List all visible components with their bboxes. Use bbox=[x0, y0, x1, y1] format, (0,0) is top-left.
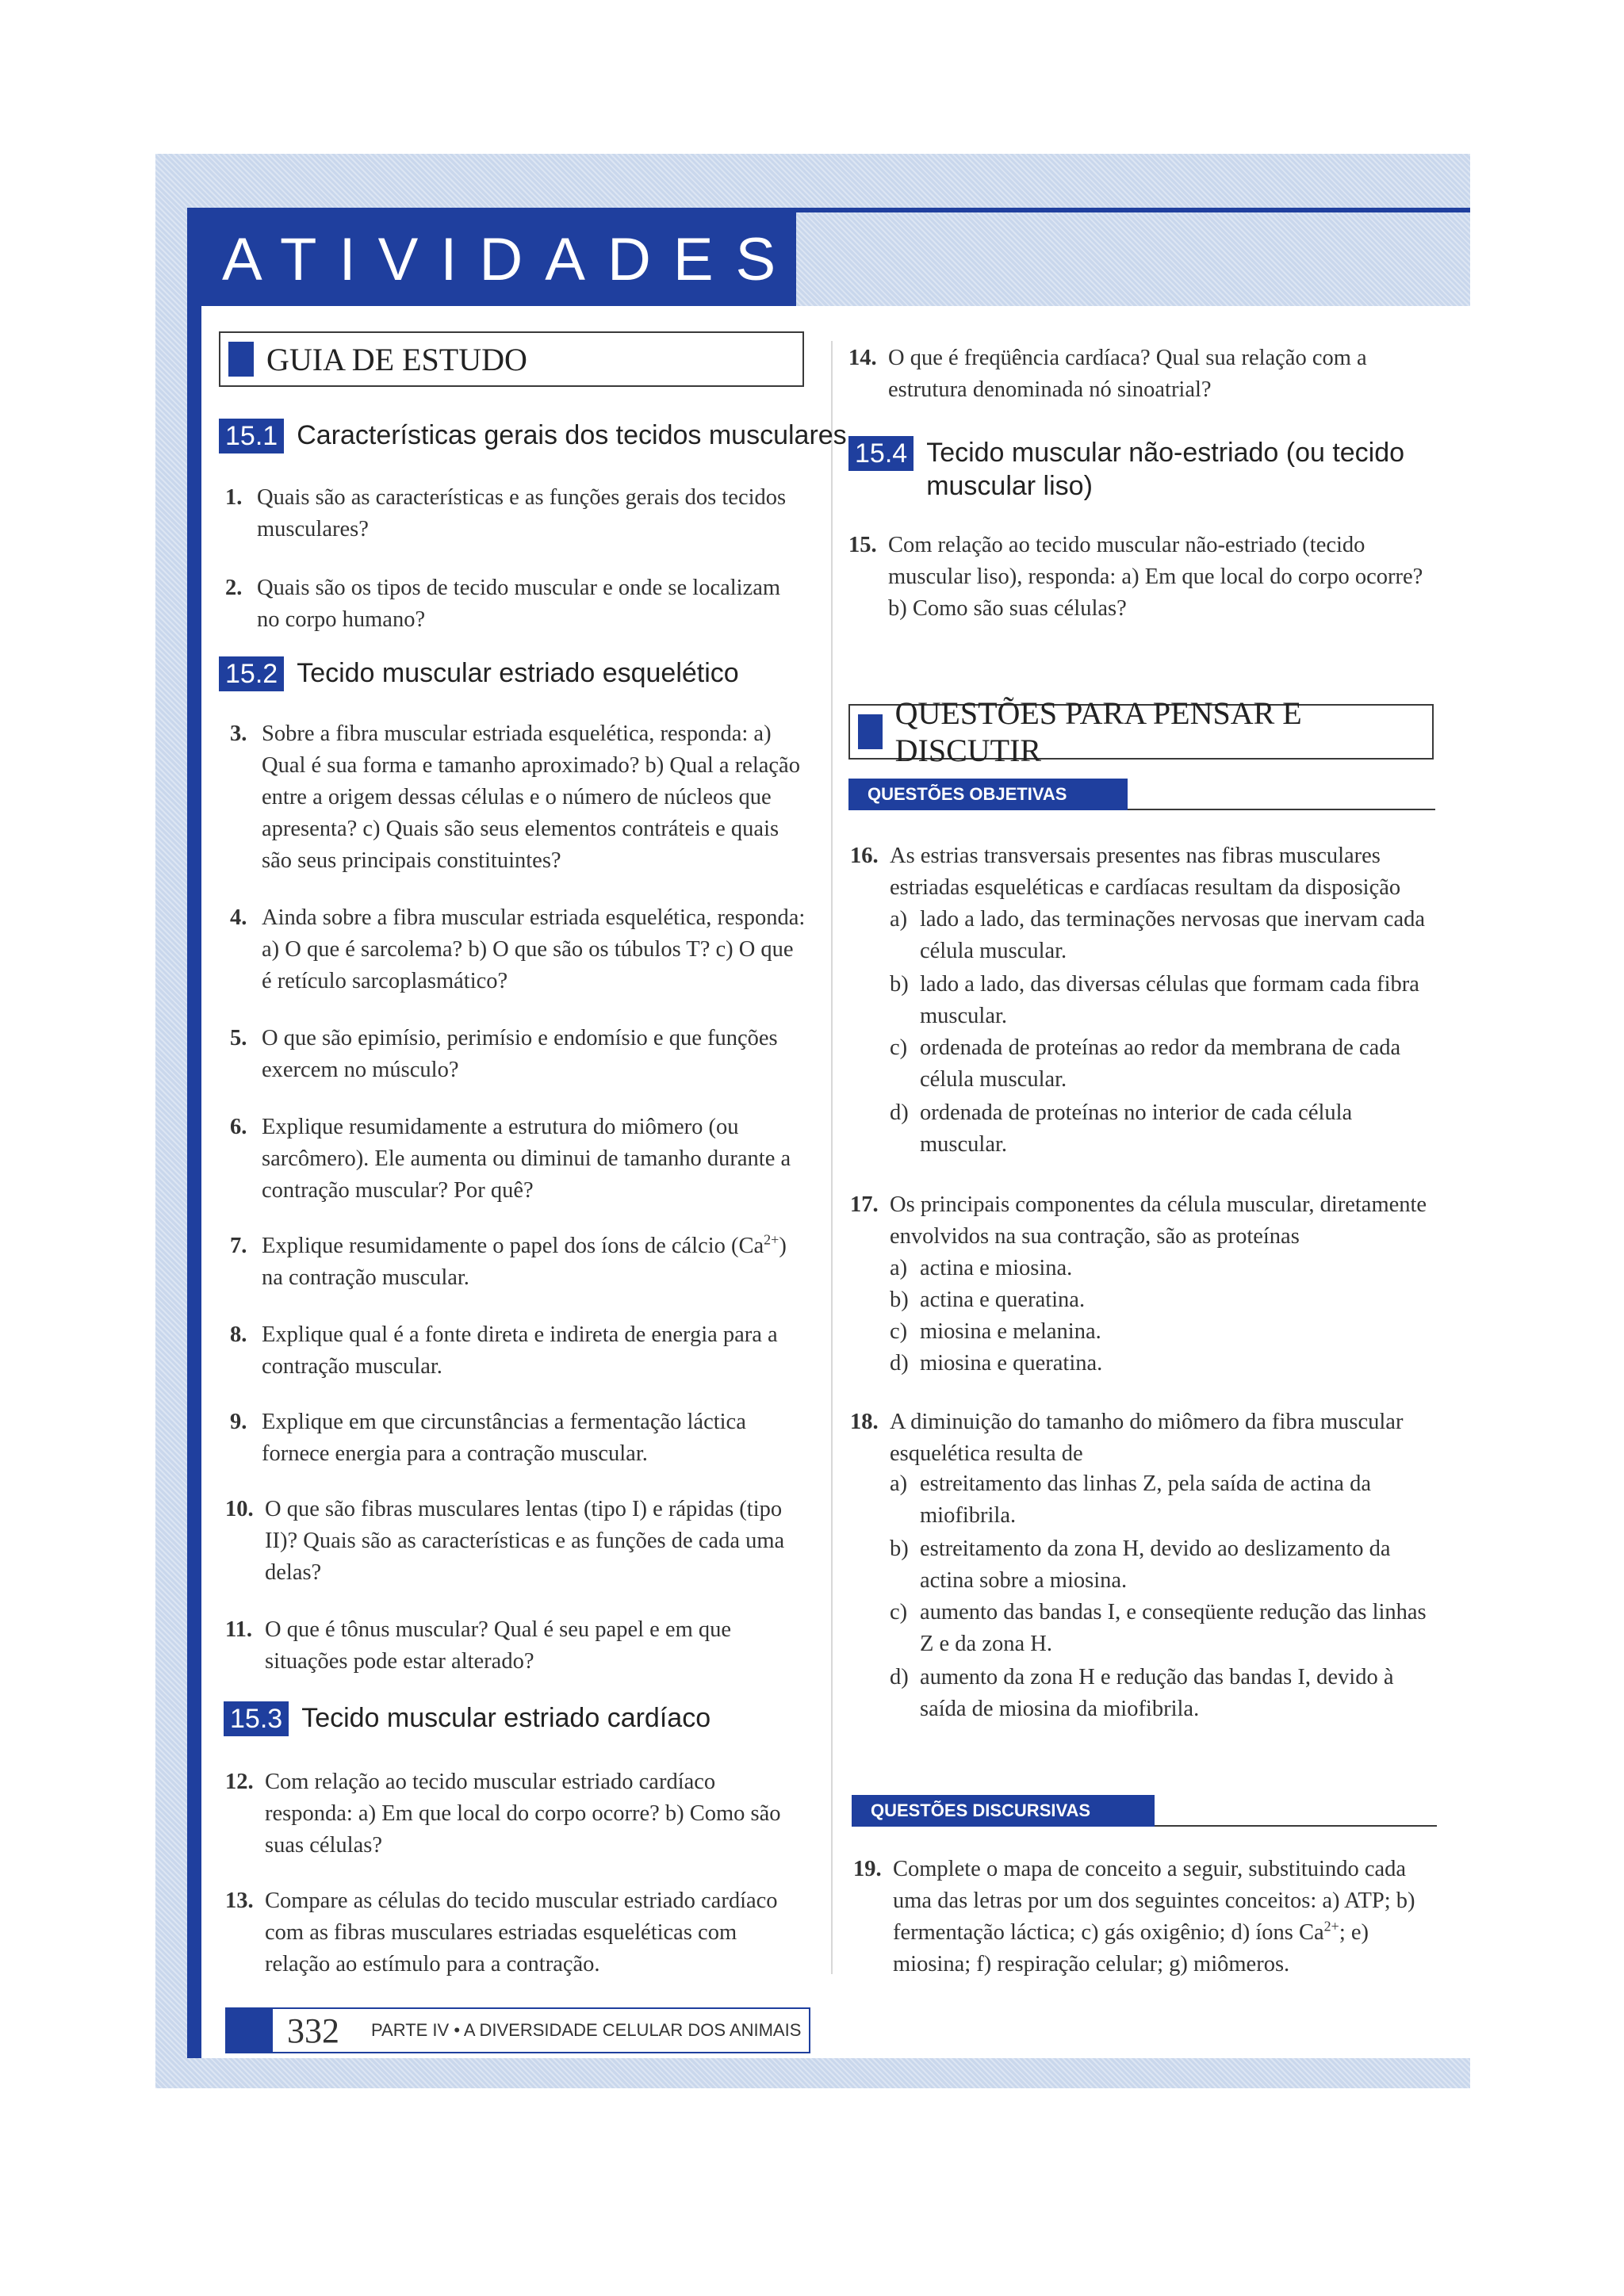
study-guide-title: GUIA DE ESTUDO bbox=[266, 341, 527, 377]
question-12: 12. Com relação ao tecido muscular estriado cardíaco responda: a) Em que local do corpo ocorre? b) Como são suas células? bbox=[225, 1770, 781, 1858]
page-footer bbox=[225, 2007, 810, 2053]
q18-option-b: b) estreitamento da zona H, devido ao deslizamento da actina sobre a miosina. bbox=[890, 1536, 1391, 1593]
q17-option-b: b) actina e queratina. bbox=[890, 1288, 1086, 1312]
question-18: 18. A diminuição do tamanho do miômero da fibra muscular esquelética resulta de bbox=[850, 1410, 1404, 1466]
q17-option-a: a) actina e miosina. bbox=[890, 1256, 1073, 1280]
section-number: 15.4 bbox=[848, 436, 914, 471]
section-title: Tecido muscular não-estriado (ou tecido muscular liso) bbox=[926, 438, 1405, 501]
question-4: 4. Ainda sobre a fibra muscular estriada esquelética, responda: a) O que é sarcolema? b) O que são os túbulos T? c) O que é retículo sarcoplasmático? bbox=[230, 905, 806, 993]
header-square-icon bbox=[858, 714, 883, 749]
header-square-icon bbox=[228, 342, 254, 377]
question-9: 9. Explique em que circunstâncias a fermentação láctica fornece energia para a contração muscular. bbox=[230, 1410, 746, 1466]
section-number: 15.3 bbox=[224, 1701, 289, 1736]
section-title: Tecido muscular estriado cardíaco bbox=[301, 1703, 711, 1733]
question-14: 14. O que é freqüência cardíaca? Qual sua relação com a estrutura denominada nó sinoatrial? bbox=[848, 346, 1367, 402]
q16-option-a: a) lado a lado, das terminações nervosas que inervam cada célula muscular. bbox=[890, 907, 1426, 963]
section-15-1 bbox=[219, 419, 847, 453]
q18-option-d: d) aumento da zona H e redução das bandas I, devido à saída de miosina da miofibrila. bbox=[890, 1665, 1394, 1721]
q16-option-c: c) ordenada de proteínas ao redor da membrana de cada célula muscular. bbox=[890, 1035, 1401, 1092]
section-title: Características gerais dos tecidos musculares bbox=[297, 420, 847, 450]
question-3: 3. Sobre a fibra muscular estriada esquelética, responda: a) Qual é sua forma e tamanho aproximado? b) Qual a relação entre a origem dessas células e o número de núcleos que apresenta? c) Quais são seus elementos contráteis e quais são seus principais constituintes? bbox=[230, 721, 800, 873]
question-19: 19. Complete o mapa de conceito a seguir, substituindo cada uma das letras por um dos seguintes conceitos: a) ATP; b) fermentação láctica; c) gás oxigênio; d) íons $Ca^{2+}$; e) miosina; f) respiração celular; g) miômeros. bbox=[853, 1857, 1415, 1976]
objective-tag: QUESTÕES OBJETIVAS bbox=[848, 779, 1128, 810]
q18-option-a: a) estreitamento das linhas Z, pela saída de actina da miofibrila. bbox=[890, 1471, 1371, 1528]
section-number: 15.1 bbox=[219, 419, 284, 453]
column-divider bbox=[831, 341, 833, 1974]
tag-rule bbox=[1128, 809, 1435, 810]
part-label: PARTE IV • A DIVERSIDADE CELULAR DOS ANIMAIS bbox=[371, 2020, 802, 2040]
question-2: 2. Quais são os tipos de tecido muscular e onde se localizam no corpo humano? bbox=[225, 576, 781, 632]
q17-option-d: d) miosina e queratina. bbox=[890, 1351, 1103, 1376]
banner-title: ATIVIDADES bbox=[222, 225, 799, 293]
q16-option-d: d) ordenada de proteínas no interior de cada célula muscular. bbox=[890, 1100, 1353, 1157]
study-guide-header bbox=[219, 331, 804, 387]
side-bar bbox=[187, 306, 201, 2058]
question-8: 8. Explique qual é a fonte direta e indireta de energia para a contração muscular. bbox=[230, 1322, 778, 1379]
question-15: 15. Com relação ao tecido muscular não-estriado (tecido muscular liso), responda: a) Em que local do corpo ocorre? b) Como são suas células? bbox=[848, 533, 1423, 621]
question-10: 10. O que são fibras musculares lentas (tipo I) e rápidas (tipo II)? Quais são as características e as funções de cada uma delas? bbox=[225, 1497, 785, 1585]
footer-square-icon bbox=[227, 2008, 273, 2053]
discursive-tag: QUESTÕES DISCURSIVAS bbox=[852, 1795, 1155, 1827]
section-15-2 bbox=[219, 656, 739, 691]
page-number: 332 bbox=[287, 2011, 339, 2050]
section-number: 15.2 bbox=[219, 656, 284, 691]
question-7: 7. Explique resumidamente o papel dos íons de cálcio $(Ca^{2+})$ na contração muscular. bbox=[230, 1231, 787, 1290]
question-6: 6. Explique resumidamente a estrutura do miômero (ou sarcômero). Ele aumenta ou diminui de tamanho durante a contração muscular? Por quê? bbox=[230, 1115, 791, 1203]
question-17: 17. Os principais componentes da célula muscular, diretamente envolvidos na sua contração, são as proteínas bbox=[850, 1192, 1427, 1249]
section-title: Tecido muscular estriado esquelético bbox=[297, 658, 739, 688]
activities-banner bbox=[187, 212, 799, 306]
q16-option-b: b) lado a lado, das diversas células que formam cada fibra muscular. bbox=[890, 972, 1419, 1028]
question-13: 13. Compare as células do tecido muscular estriado cardíaco com as fibras musculares estriadas esqueléticas com relação ao estímulo para a contração. bbox=[225, 1888, 778, 1976]
section-15-4 bbox=[848, 436, 1451, 503]
discuss-title: QUESTÕES PARA PENSAR E DISCUTIR bbox=[894, 695, 1302, 768]
q17-option-c: c) miosina e melanina. bbox=[890, 1319, 1101, 1344]
question-5: 5. O que são epimísio, perimísio e endomísio e que funções exercem no músculo? bbox=[230, 1026, 778, 1082]
question-1: 1. Quais são as características e as funções gerais dos tecidos musculares? bbox=[225, 485, 787, 541]
section-15-3 bbox=[224, 1701, 710, 1736]
bottom-strip bbox=[155, 2058, 1470, 2088]
tag-rule bbox=[1155, 1825, 1437, 1827]
q18-option-c: c) aumento das bandas I, e conseqüente redução das linhas Z e da zona H. bbox=[890, 1600, 1427, 1656]
question-16: 16. As estrias transversais presentes nas fibras musculares estriadas esqueléticas e cardíacas resultam da disposição bbox=[850, 844, 1401, 900]
question-11: 11. O que é tônus muscular? Qual é seu papel e em que situações pode estar alterado? bbox=[225, 1617, 732, 1674]
discuss-header bbox=[848, 695, 1434, 768]
